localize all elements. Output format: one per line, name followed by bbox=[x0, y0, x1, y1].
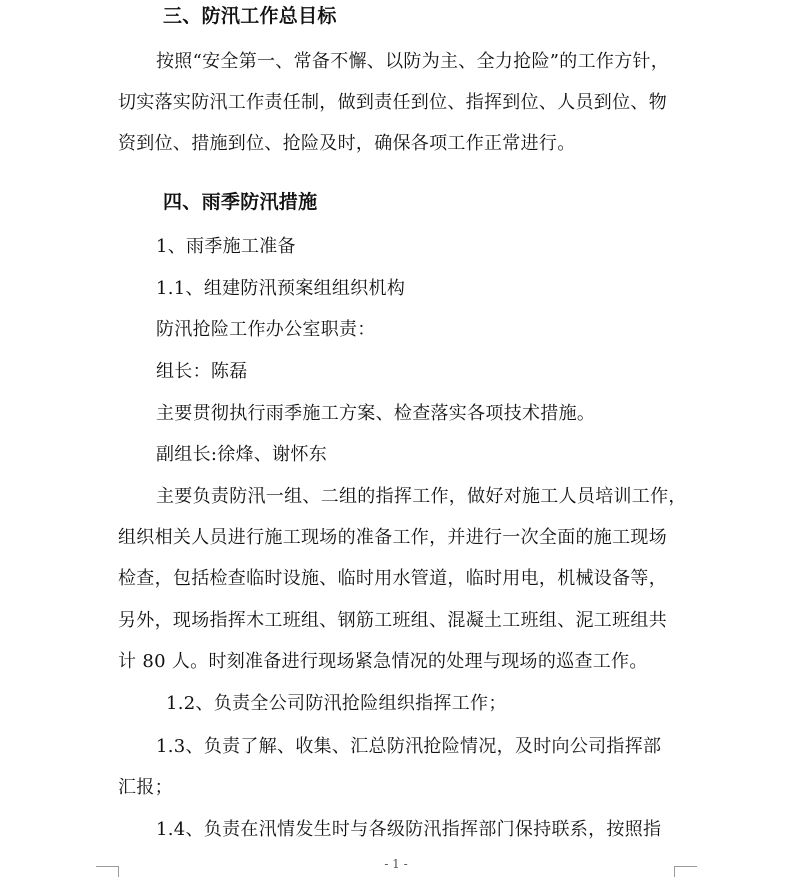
section-4-heading: 四、雨季防汛措施 bbox=[163, 191, 318, 213]
item-1-rainy-season-prep: 1、雨季施工准备 bbox=[156, 236, 296, 257]
deputy-duty-line-5: 计 80 人。时刻准备进行现场紧急情况的处理与现场的巡查工作。 bbox=[118, 651, 648, 672]
section-3-paragraph-line-1: 按照“安全第一、常备不懈、以防为主、全力抢险”的工作方针， bbox=[156, 51, 670, 72]
office-duty-label: 防汛抢险工作办公室职责： bbox=[156, 319, 376, 340]
page-number: - 1 - bbox=[384, 857, 408, 871]
leader-duty-line: 主要贯彻执行雨季施工方案、检查落实各项技术措施。 bbox=[156, 403, 596, 424]
deputy-duty-line-4: 另外，现场指挥木工班组、钢筋工班组、混凝土工班组、泥工班组共 bbox=[118, 610, 667, 631]
section-3-heading: 三、防汛工作总目标 bbox=[163, 5, 337, 27]
item-1-3-line-2: 汇报； bbox=[118, 777, 173, 798]
deputy-leader-line: 副组长:徐烽、谢怀东 bbox=[156, 444, 328, 465]
section-3-paragraph-line-2: 切实落实防汛工作责任制，做到责任到位、指挥到位、人员到位、物 bbox=[118, 92, 667, 113]
deputy-duty-line-3: 检查，包括检查临时设施、临时用水管道，临时用电，机械设备等， bbox=[118, 568, 667, 589]
item-1-4-line: 1.4、负责在汛情发生时与各级防汛指挥部门保持联系，按照指 bbox=[156, 819, 662, 840]
deputy-duty-line-1: 主要负责防汛一组、二组的指挥工作，做好对施工人员培训工作， bbox=[156, 486, 687, 507]
item-1-3-line-1: 1.3、负责了解、收集、汇总防汛抢险情况，及时向公司指挥部 bbox=[156, 736, 662, 757]
item-1-2-line: 1.2、负责全公司防汛抢险组织指挥工作； bbox=[166, 693, 507, 714]
leader-line: 组长：陈磊 bbox=[156, 361, 248, 382]
section-3-paragraph-line-3: 资到位、措施到位、抢险及时，确保各项工作正常进行。 bbox=[118, 133, 576, 154]
deputy-duty-line-2: 组织相关人员进行施工现场的准备工作，并进行一次全面的施工现场 bbox=[118, 527, 667, 548]
item-1-1-organization: 1.1、组建防汛预案组组织机构 bbox=[156, 278, 406, 299]
